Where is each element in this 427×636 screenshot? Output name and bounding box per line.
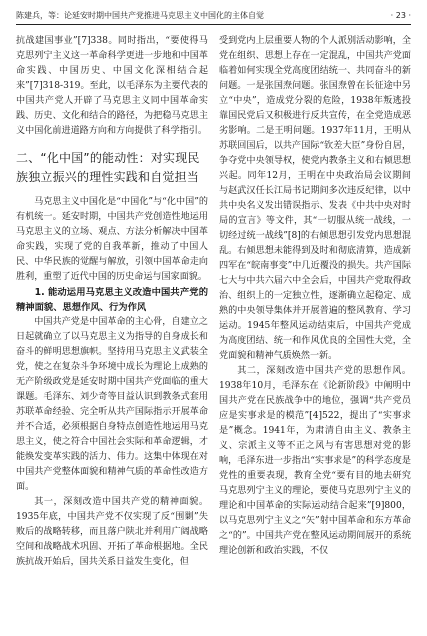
page-number: · 23 · (390, 11, 411, 20)
right-column (219, 34, 411, 630)
subsection-heading: 1. 能动运用马克思主义改造中国共产党的精神面貌、思想作风、行为作风 (16, 287, 208, 313)
section-heading: 二、“化中国”的能动性：对实现民族独立振兴的理性实践和自觉担当 (16, 151, 200, 184)
paragraph-body: 中国共产党是中国革命的主心骨，自建立之日起就确立了以马克思主义为指导的自身成长和奋斗的鲜明思想旗帜。坚持用马克思主义武装全党，使之在复杂斗争环境中成长为理论上成熟的无产阶级政党是延安时期中国共产党面临的重大课题。毛泽东、刘少奇等目益认识到教条式套用苏联革命经验、完全听从共产国际指示开展革命并不合适，必须根据自身特点创造性地运用马克思主义，使之符合中国社会实际和革命逻辑，才能焕发变革实践的活力、伟力。这集中体现在对中国共产党整体面貌和精神气质的革命性改造方面。 (16, 317, 208, 492)
paragraph-intro: 马克思主义中国化是“中国化”与“化中国”的有机统一。延安时期，中国共产党创造性地运用马克思主义的立场、观点、方法分析解决中国革命实践，实现了党的自我革新，推动了中国人民、中华民族的觉醒与解放，引领中国革命走向胜利，重塑了近代中国的历史命运与国家面貌。 (16, 197, 208, 282)
paragraph-continued: 抗战建国事业”[7]338。同时指出，“要使得马克思列宁主义这一革命科学更进一步地和中国革命实践、中国历史、中国文化深相结合起来”[7]318-319。至此，以毛泽东为主要代表的中国共产党人开辟了马克思主义同中国革命实践、历史、文化和结合的路径，为把稳马克思主义中国化前进道路方向和方向提供了科学指引。 (16, 36, 208, 136)
header-title: 陈建兵，等：论延安时期中国共产党推进马克思主义中国化的主体自觉 (16, 11, 264, 20)
left-column (16, 34, 208, 630)
paragraph-point-one: 其一，深刻改造中国共产党的精神面貌。1935年底，中国共产党不仅实现了反“围剿”失败后的战略转移，而且落户陕北并利用广阔战略空间和战略战术巩固、开拓了革命根据地。全民族抗战开始后，国共关系日益发生变化，但 (16, 497, 208, 567)
paragraph-continued-right: 受到党内上层重要人物的个人派别活动影响，全党在组织、思想上存在一定混乱，中国共产党面临着如何实现全党高度团结统一、共同奋斗的新问题。一是张国焘问题。张国焘曾在长征途中另立“中央”，造成党分裂的危险，1938年叛逃投靠国民党后又积极进行反共宣传，在全党造成恶劣影响。二是王明问题。1937年11月，王明从苏联回国后，以共产国际“钦差大臣”身份自居，争夺党中央领导权，使党内教条主义和右倾思想兴起。同年12月，王明在中央政治局会议期间与赵武汉任长江局书记期间多次违反纪律，以中共中央名义发出错误指示、发表《中共中央对时局的宣言》等文件，其“一切服从统一战线，一切经过统一战线”[8]的右倾思想引发党内思想混乱。右倾思想未能得到及时和彻底清算，造成新四军在“皖南事变”中几近覆没的损失。共产国际七大与中共六届六中全会后，中国共产党取得政治、组织上的一定独立性，逐渐确立起稳定、成熟的中央领导集体并开展普遍的整风教育、学习运动。1945年整风运动结束后，中国共产党成为高度团结、统一和作风优良的全国性大党，全党面貌和精神气质焕然一新。 (219, 36, 411, 361)
paragraph-point-two: 其二，深刻改造中国共产党的思想作风。1938年10月，毛泽东在《论新阶段》中阐明中国共产党在民族战争中的地位，强调“共产党员应是实事求是的模范”[4]522，提出了“实事求是”概念。1941年，为肃清自由主义、教条主义、宗派主义等不正之风与有害思想对党的影响，毛泽东进一步指出“实事求是”的科学态度是党性的重要表现，教育全党“要有目的地去研究马克思列宁主义的理论，要使马克思列宁主义的理论和中国革命的实际运动结合起来”[9]800，以马克思列宁主义之“矢”射中国革命和东方革命之“的”。中国共产党在整风运动期间展开的系统理论创新和政治实践，不仅 (219, 366, 411, 556)
running-header (16, 8, 411, 25)
two-column-body (16, 34, 411, 630)
